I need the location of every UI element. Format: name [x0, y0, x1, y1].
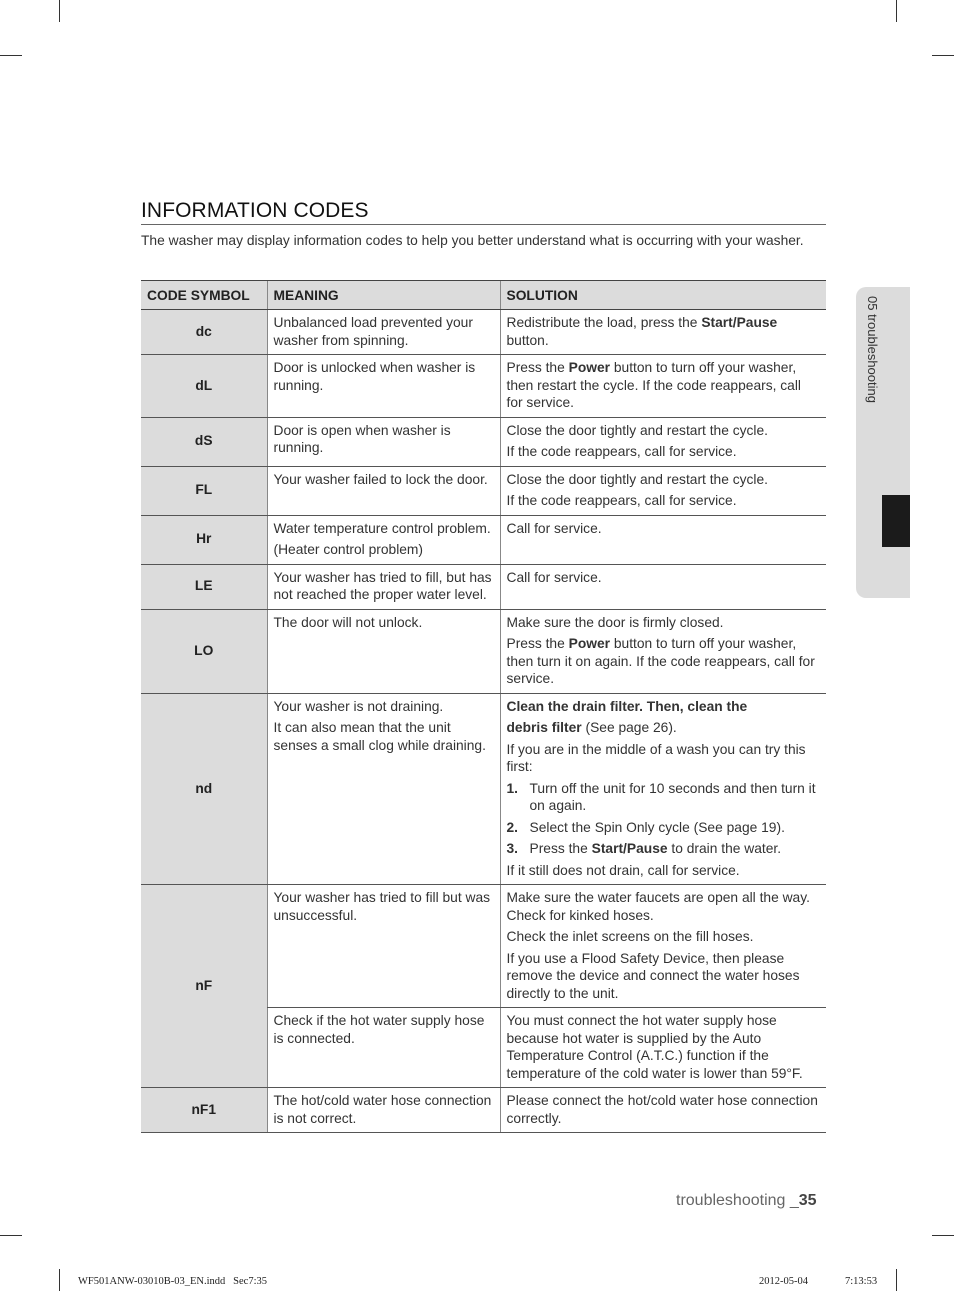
solution-text — [507, 1012, 821, 1082]
meaning-text: Your washer failed to lock the door. — [273, 471, 488, 487]
meaning-cell — [267, 693, 500, 885]
numbered-step — [507, 780, 821, 815]
text-run: Power — [568, 360, 611, 375]
text-run: Press the — [506, 636, 569, 651]
page-title: INFORMATION CODES — [141, 199, 369, 222]
solution-text — [507, 741, 821, 776]
intro-text: The washer may display information codes to help you better understand what is occurring with your washer. — [141, 233, 804, 248]
solution-cell — [500, 1008, 826, 1088]
meaning-cell — [267, 609, 500, 693]
table-row — [141, 609, 826, 693]
code-symbol-cell: FL — [141, 466, 267, 515]
step-number: 1. — [506, 780, 519, 796]
meaning-cell — [267, 466, 500, 515]
text-run: button. — [506, 332, 549, 348]
slug-date: 2012-05-04 — [759, 1276, 808, 1287]
text-run: If the code reappears, call for service. — [506, 493, 737, 508]
text-run: Make sure the door is firmly closed. — [506, 614, 724, 630]
section-tab-marker — [882, 495, 910, 547]
solution-cell — [500, 417, 826, 466]
meaning-text: Unbalanced load prevented your washer from spinning. — [273, 315, 473, 348]
section-tab-label: 05 troubleshooting — [865, 296, 880, 403]
step-number: 3. — [506, 841, 519, 856]
solution-text — [507, 492, 821, 510]
solution-text — [507, 359, 821, 412]
crop-mark — [896, 0, 897, 22]
meaning-text: The door will not unlock. — [273, 614, 423, 630]
step-text — [530, 840, 782, 858]
crop-mark — [0, 55, 22, 56]
text-run: Turn off the unit for 10 seconds and then turn it on again. — [529, 780, 816, 813]
text-run: If the code reappears, call for service. — [506, 444, 737, 459]
meaning-text: Your washer is not draining. — [273, 698, 444, 714]
meaning-text: Your washer has tried to fill, but has not reached the proper water level. — [273, 569, 492, 602]
column-header-meaning: MEANING — [267, 281, 500, 310]
solution-cell — [500, 609, 826, 693]
column-header-code: CODE SYMBOL — [141, 281, 267, 310]
code-symbol-cell: dL — [141, 355, 267, 418]
code-symbol-cell: dc — [141, 310, 267, 355]
solution-text — [507, 443, 821, 461]
solution-cell — [500, 310, 826, 355]
text-run: If you are in the middle of a wash you can try this first: — [506, 741, 806, 774]
crop-mark — [59, 0, 60, 22]
solution-text — [507, 950, 821, 1003]
table-body — [141, 310, 826, 1133]
code-symbol-cell: nF — [141, 885, 267, 1088]
slug-time: 7:13:53 — [845, 1276, 878, 1287]
text-run: to drain the water. — [667, 841, 782, 856]
text-run: cycle (See page 19). — [654, 819, 785, 835]
solution-text — [507, 719, 821, 737]
meaning-cell — [267, 355, 500, 418]
solution-text — [507, 889, 821, 924]
text-run: You must connect the hot water supply hose because hot water is supplied by the Auto Temperature Control (A.T.C.) function if the temperature of the cold water is lower than 59°F. — [506, 1013, 803, 1081]
table-row — [141, 466, 826, 515]
meaning-cell — [267, 1088, 500, 1133]
numbered-step — [507, 840, 821, 858]
meaning-cell — [267, 417, 500, 466]
solution-text — [507, 928, 821, 946]
meaning-text: Check if the hot water supply hose is connected. — [273, 1013, 485, 1046]
solution-cell — [500, 466, 826, 515]
table-header-row — [141, 281, 826, 310]
table-row — [141, 693, 826, 885]
solution-text — [507, 862, 821, 880]
footer-section-label: troubleshooting _ — [676, 1192, 799, 1209]
solution-text — [507, 635, 821, 688]
numbered-step — [507, 819, 821, 837]
table-row — [141, 564, 826, 609]
text-run: Close the door tightly and restart the cycle. — [506, 471, 769, 487]
table-row — [141, 885, 826, 1008]
solution-cell — [500, 355, 826, 418]
solution-text — [507, 471, 821, 489]
text-run: If it still does not drain, call for service. — [506, 862, 740, 878]
meaning-cell — [267, 885, 500, 1008]
solution-cell — [500, 885, 826, 1008]
text-run: If you use a Flood Safety Device, then please remove the device and connect the water hoses directly to the unit. — [506, 950, 800, 1001]
meaning-text: The hot/cold water hose connection is not correct. — [273, 1093, 492, 1126]
text-run: Start/Pause — [591, 841, 668, 856]
code-symbol-cell: LO — [141, 609, 267, 693]
crop-mark — [59, 1269, 60, 1291]
table-row — [141, 355, 826, 418]
text-run: debris filter — [506, 720, 582, 735]
code-symbol-cell: LE — [141, 564, 267, 609]
column-header-solution: SOLUTION — [500, 281, 826, 310]
solution-text — [507, 1092, 821, 1127]
table-row — [141, 515, 826, 564]
text-run: (See page 26). — [581, 720, 677, 735]
step-number: 2. — [506, 819, 519, 835]
page-number: 35 — [798, 1192, 817, 1209]
meaning-text: Water temperature control problem. — [273, 520, 491, 536]
solution-cell — [500, 1088, 826, 1133]
meaning-cell — [267, 515, 500, 564]
text-run: Start/Pause — [701, 315, 778, 330]
crop-mark — [932, 55, 954, 56]
text-run: Call for service. — [506, 569, 602, 585]
text-run: Redistribute the load, press the — [506, 315, 702, 330]
meaning-text: Your washer has tried to fill but was unsuccessful. — [273, 890, 491, 923]
solution-cell — [500, 564, 826, 609]
table-row — [141, 1088, 826, 1133]
step-text — [530, 780, 821, 815]
table-row — [141, 417, 826, 466]
text-run: Call for service. — [506, 520, 602, 536]
text-run: Press the — [506, 360, 569, 375]
information-codes-table — [141, 280, 826, 1133]
page-footer — [676, 1192, 817, 1210]
text-run: Make sure the water faucets are open all the way. Check for kinked hoses. — [506, 890, 810, 923]
code-symbol-cell: nF1 — [141, 1088, 267, 1133]
slug-file: WF501ANW-03010B-03_EN.indd Sec7:35 — [78, 1276, 267, 1287]
text-run: Close the door tightly and restart the cycle. — [506, 422, 769, 438]
code-symbol-cell: dS — [141, 417, 267, 466]
meaning-text: Door is unlocked when washer is running. — [273, 360, 476, 393]
meaning-cell — [267, 310, 500, 355]
text-run: Press the — [529, 841, 592, 856]
title-rule — [141, 224, 826, 225]
text-run: Power — [568, 636, 611, 651]
meaning-text: It can also mean that the unit senses a small clog while draining. — [273, 720, 486, 753]
text-run: Select the — [529, 819, 595, 835]
solution-text — [507, 520, 821, 538]
solution-cell — [500, 693, 826, 885]
meaning-cell — [267, 564, 500, 609]
table-row — [141, 310, 826, 355]
crop-mark — [896, 1269, 897, 1291]
step-text — [530, 819, 785, 837]
solution-text — [507, 614, 821, 632]
text-run: Check the inlet screens on the fill hoses. — [506, 929, 754, 944]
crop-mark — [932, 1235, 954, 1236]
text-run: Clean the drain filter. Then, clean the — [506, 698, 748, 714]
code-symbol-cell: nd — [141, 693, 267, 885]
text-run: button to turn off your washer, then turn it on again. If the code reappears, call for service. — [506, 636, 815, 686]
text-run: Please connect the hot/cold water hose connection correctly. — [506, 1093, 818, 1126]
solution-text — [507, 698, 821, 716]
meaning-text: Door is open when washer is running. — [273, 422, 451, 455]
solution-text — [507, 422, 821, 440]
solution-cell — [500, 515, 826, 564]
code-symbol-cell: Hr — [141, 515, 267, 564]
meaning-cell — [267, 1008, 500, 1088]
crop-mark — [0, 1235, 22, 1236]
text-run: button to turn off your washer, then restart the cycle. If the code reappears, call for service. — [506, 360, 801, 410]
solution-text — [507, 314, 821, 349]
text-run: Spin Only — [594, 819, 655, 835]
meaning-text: (Heater control problem) — [273, 542, 424, 557]
solution-text — [507, 569, 821, 587]
